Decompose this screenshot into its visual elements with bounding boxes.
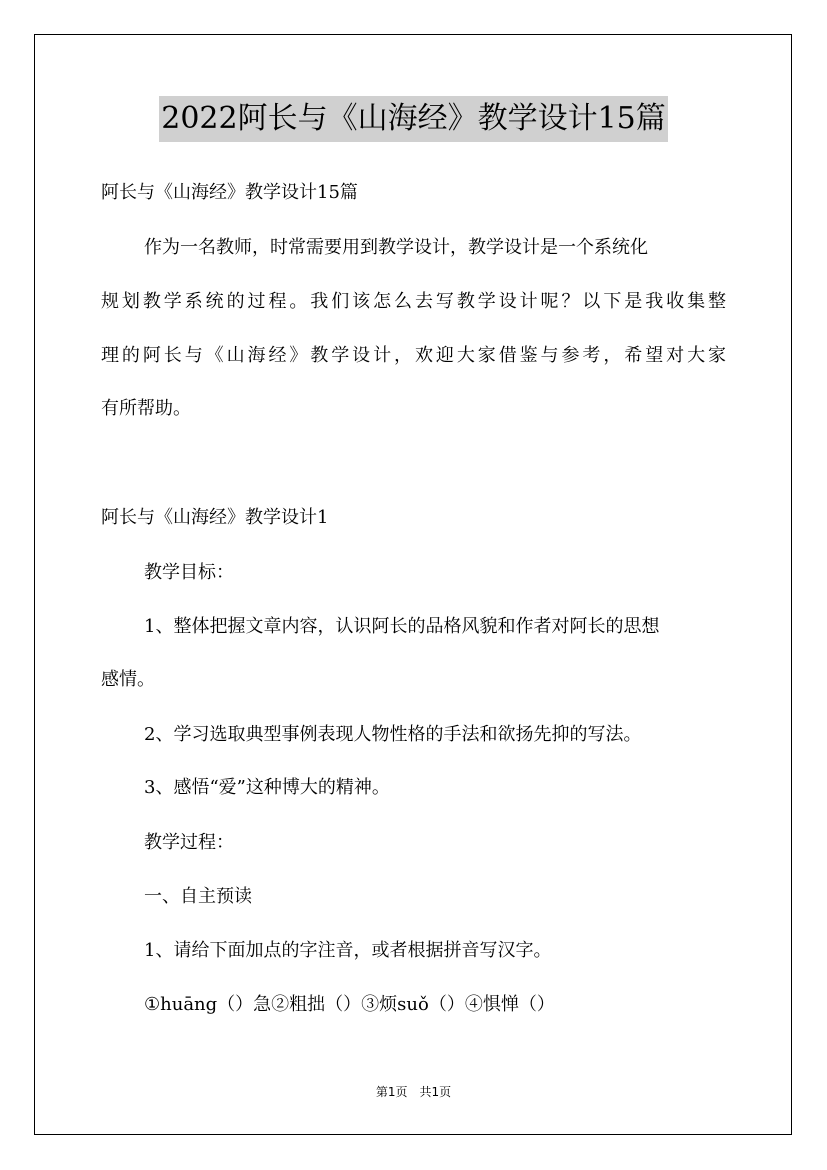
intro-line-4: 有所帮助。 [101, 398, 191, 419]
goal-2: 2、学习选取典型事例表现人物性格的手法和欲扬先抑的写法。 [144, 724, 642, 745]
goal-1-line-1: 1、整体把握文章内容，认识阿长的品格风貌和作者对阿长的思想 [144, 616, 660, 637]
step-1: 一、自主预读 [144, 886, 252, 907]
task-1: 1、请给下面加点的字注音，或者根据拼音写汉字。 [144, 940, 552, 961]
page-footer: 第1页 共1页 [375, 1085, 452, 1099]
intro-line-3: 理的阿长与《山海经》教学设计，欢迎大家借鉴与参考，希望对大家 [101, 345, 726, 366]
goal-3: 3、感悟“爱”这种博大的精神。 [144, 777, 390, 798]
document-subtitle: 阿长与《山海经》教学设计15篇 [101, 182, 358, 203]
goals-label: 教学目标： [144, 562, 234, 583]
intro-line-2: 规划教学系统的过程。我们该怎么去写教学设计呢？以下是我收集整 [101, 291, 726, 312]
process-label: 教学过程： [144, 832, 234, 853]
task-1-items: ①huāng（）急②粗拙（）③烦suǒ（）④惧惮（） [144, 994, 555, 1015]
intro-line-1: 作为一名教师，时常需要用到教学设计，教学设计是一个系统化 [144, 237, 648, 258]
goal-1-line-2: 感情。 [101, 669, 155, 690]
section-heading: 阿长与《山海经》教学设计1 [101, 507, 329, 528]
title-container [0, 96, 827, 142]
document-title: 2022阿长与《山海经》教学设计15篇 [159, 96, 668, 142]
